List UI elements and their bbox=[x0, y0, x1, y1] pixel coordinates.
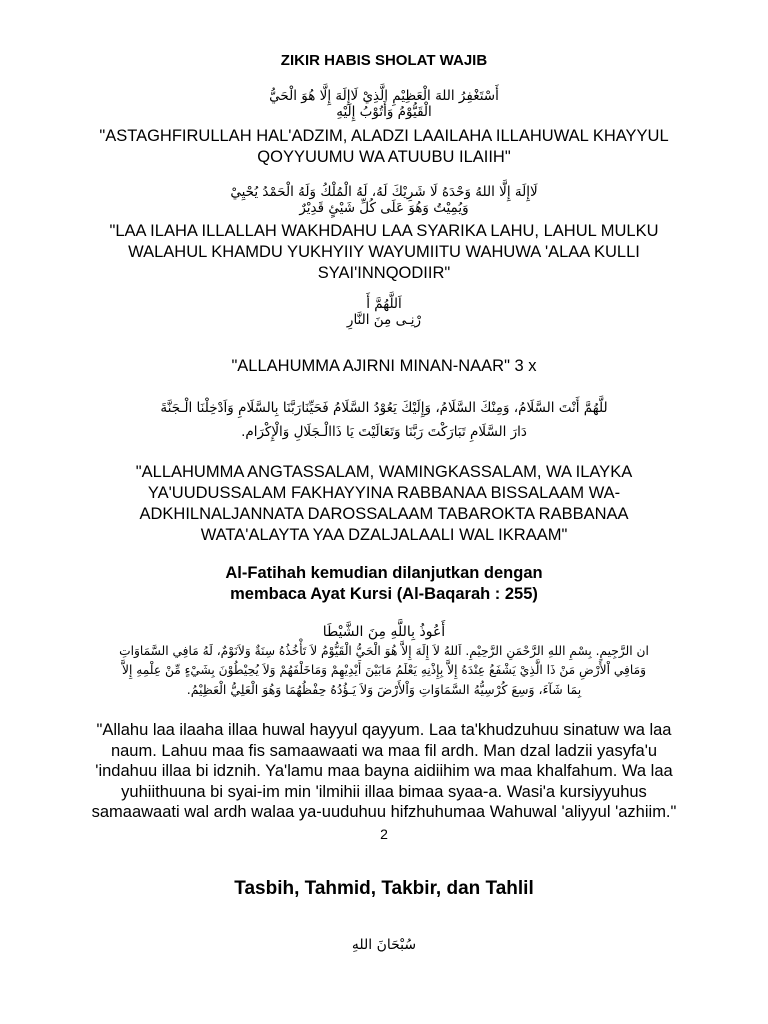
tasbih-heading: Tasbih, Tahmid, Takbir, dan Tahlil bbox=[234, 878, 534, 899]
arabic-line: الْقَيُّوْمُ وَأَتُوْبُ إِلَيْهِ bbox=[336, 104, 432, 120]
latin-line: naum. Lahuu maa fis samaawaati wa maa fil ardh. Man dzal ladzii yasyfa'u bbox=[110, 741, 658, 760]
istighfar-arabic bbox=[0, 88, 768, 120]
arabic-line: ان الرَّجِيمِ. بِسْمِ اللهِ الرَّحْمَنِ الرَّحِيْمِ. اَللهُ لاَ إِلَهَ إِلاَّ هُوَ الْحَيُّ الْقَيُّوْمُ لاَ تَأْخُذُهُ سِنَةٌ وَلاَنَوْمٌ، لَهُ مَافِي السَّمَاوَاتِ bbox=[119, 644, 649, 658]
latin-line: WATA'ALAYTA YAA DZALJALAALI WAL IKRAAM" bbox=[200, 526, 568, 544]
tasbih-arabic: سُبْحَانَ اللهِ bbox=[351, 937, 417, 953]
ayat-kursi-latin bbox=[0, 720, 768, 823]
latin-line: WALAHUL KHAMDU YUKHYIIY WAYUMIITU WAHUWA 'ALAA KULLI bbox=[128, 243, 640, 261]
latin-line: ADKHILNALJANNATA DAROSSALAAM TABAROKTA RABBANAA bbox=[139, 505, 629, 523]
arabic-line: رْنِـى مِنَ النَّارِ bbox=[346, 312, 422, 328]
latin-line: "ASTAGHFIRULLAH HAL'ADZIM, ALADZI LAAILAHA ILLAHUWAL KHAYYUL bbox=[99, 127, 669, 145]
page-title: ZIKIR HABIS SHOLAT WAJIB bbox=[280, 52, 488, 69]
arabic-line: وَمَافِي اْلأَرْضِ مَنْ ذَا الَّذِيْ يَشْفَعُ عِنْدَهُ إِلاَّ بِإِذْنِهِ يَعْلَمُ مَابَيْنَ أَيْدِيْهِمْ وَمَاخَلْفَهُمْ وَلاَ يُحِيْطُوْنَ بِشَيْءٍ مِّنْ عِلْمِهِ إِلاَّ bbox=[122, 663, 646, 677]
arabic-line: دَارَ السَّلَامِ تَبَارَكْتَ رَبَّنَا وَتَعَالَيْتَ يَا ذَاالْـجَلَالِ وَالْإِكْرَام. bbox=[241, 424, 527, 440]
latin-line: SYAI'INNQODIIR" bbox=[317, 264, 451, 282]
salam-arabic bbox=[0, 396, 768, 444]
ajirni-latin: "ALLAHUMMA AJIRNI MINAN-NAAR" 3 x bbox=[231, 357, 537, 375]
arabic-line: وَيُمِيْتُ وَهُوَ عَلَى كُلِّ شَيْئٍ قَدِيْرٌ bbox=[299, 200, 469, 216]
arabic-line: اَللَّهُمَّ أَ bbox=[366, 296, 402, 312]
ayat-kursi-arabic bbox=[0, 623, 768, 699]
tahlil-latin bbox=[0, 221, 768, 284]
latin-line: QOYYUUMU WA ATUUBU ILAIIH" bbox=[257, 148, 511, 166]
page-number: 2 bbox=[380, 826, 388, 842]
latin-line: samaawaati wal ardh walaa ya-uuduhuu hifzhuhumaa Wahuwal 'aliyyul 'azhiim." bbox=[91, 803, 677, 821]
arabic-line: لَاإِلَهَ إِلَّا اللهُ وَحْدَهُ لَا شَرِيْكَ لَهُ، لَهُ الْمُلْكُ وَلَهُ الْحَمْدُ يُحْيِيْ bbox=[230, 184, 538, 200]
latin-line: yuhiithuuna bi syai-im min 'ilmihii illaa bimaa syaa-a. Wasi'a kursiyyuhus bbox=[121, 782, 647, 801]
latin-line: "LAA ILAHA ILLALLAH WAKHDAHU LAA SYARIKA LAHU, LAHUL MULKU bbox=[109, 222, 659, 240]
fatihah-note bbox=[0, 563, 768, 605]
ajirni-arabic bbox=[0, 296, 768, 328]
tahlil-arabic bbox=[0, 184, 768, 216]
latin-line: 'indahuu illaa bi idznih. Ya'lamu maa bayna aidiihim wa maa khalfahum. Wa laa bbox=[95, 762, 673, 780]
note-line: membaca Ayat Kursi (Al-Baqarah : 255) bbox=[230, 585, 538, 603]
latin-line: YA'UUDUSSALAM FAKHAYYINA RABBANAA BISSALAAM WA- bbox=[147, 484, 621, 502]
arabic-line: بِمَا شَآءَ، وَسِعَ كُرْسِيُّهُ السَّمَاوَاتِ وَاْلأَرْضَ وَلاَ يَـؤُدُهُ حِفْظُهُمَا وَهُوَ الْعَلِيُّ الْعَظِيْمُ. bbox=[186, 682, 582, 697]
salam-latin bbox=[0, 462, 768, 546]
latin-line: "ALLAHUMMA ANGTASSALAM, WAMINGKASSALAM, WA ILAYKA bbox=[135, 463, 633, 481]
arabic-line: للَّهُمَّ أَنْتَ السَّلَامُ، وَمِنْكَ السَّلَامُ، وَإِلَيْكَ يَعُوْدُ السَّلَامُ فَحَيِّنَارَبَّنَا بِالسَّلَامِ وَاَدْخِلْنَا الْـجَنَّةَ bbox=[160, 400, 608, 416]
latin-line: "Allahu laa ilaaha illaa huwal hayyul qayyum. Laa ta'khudzuhuu sinatuw wa laa bbox=[96, 721, 672, 739]
arabic-line: أَعُوذُ بِاللَّهِ مِنَ الشَّيْطَا bbox=[322, 624, 446, 640]
istighfar-latin bbox=[0, 126, 768, 168]
note-line: Al-Fatihah kemudian dilanjutkan dengan bbox=[225, 564, 543, 582]
arabic-line: أَسْتَغْفِرُ اللهَ الْعَظِيْمِ الَّذِيْ لَاإِلَهَ إِلَّا هُوَ الْحَيُّ bbox=[269, 88, 499, 104]
